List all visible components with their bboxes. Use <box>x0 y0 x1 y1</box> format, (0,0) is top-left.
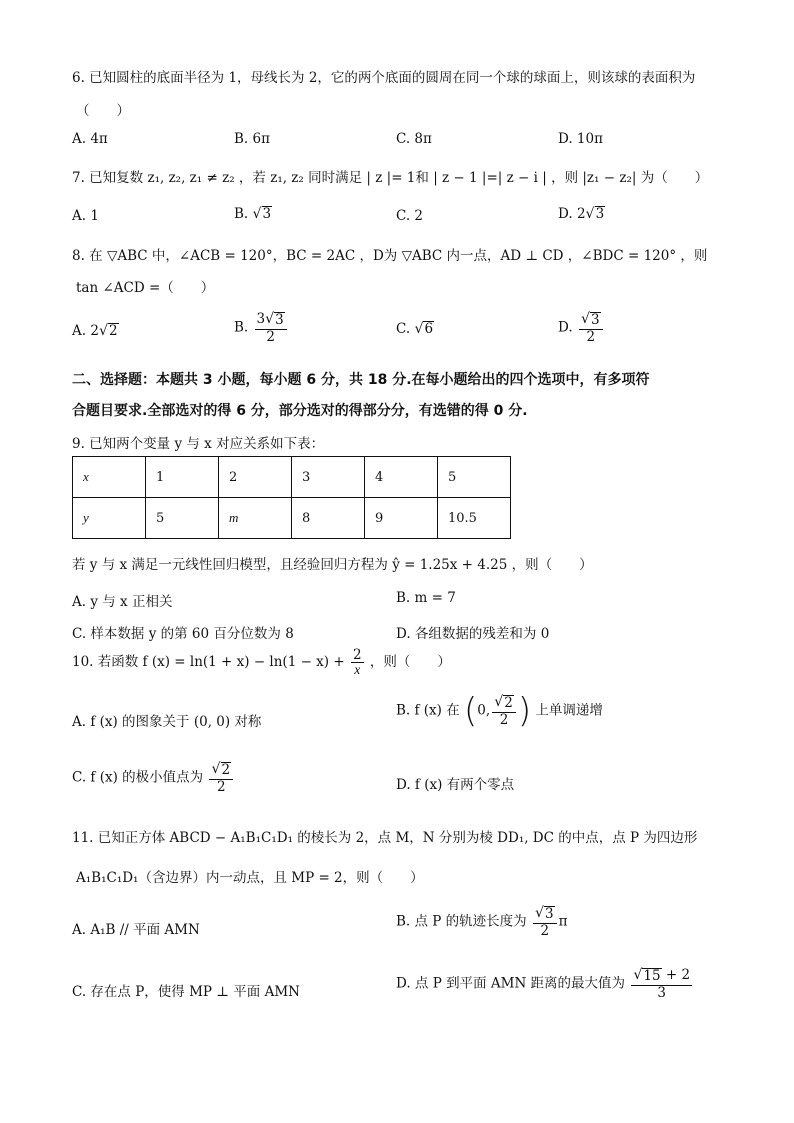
q6-paren: （ ） <box>76 103 130 119</box>
table-row <box>73 457 511 498</box>
fraction <box>351 648 364 677</box>
sqrt-symbol: √ 3 <box>265 311 284 328</box>
q8-stem-line1: 8. 在 ▽ABC 中，∠ACB = 120°，BC = 2AC ，D为 ▽ABC 内一点，AD ⊥ CD ，∠BDC = 120° ，则 <box>72 248 708 264</box>
q10-b-den: 2 <box>499 711 509 728</box>
q7-option-b <box>234 206 272 223</box>
q8-b-label: B. <box>234 319 249 336</box>
q8-b-coef: 3 <box>256 311 266 327</box>
table-cell: 5 <box>438 457 511 498</box>
sqrt-symbol: √ 15 <box>633 967 661 984</box>
q8-c-radicand: 6 <box>424 321 434 337</box>
q10-stem-pre: 10. 若函数 f (x) = ln(1 + x) − ln(1 − x) + <box>72 654 345 671</box>
table-cell: y <box>73 498 146 539</box>
q9-data-table <box>72 456 511 539</box>
q8-option-d <box>558 312 605 344</box>
q6-option-d: D. 10π <box>558 131 603 147</box>
q11-d-radicand: 15 <box>643 968 661 984</box>
q11-stem-line1: 11. 已知正方体 ABCD − A₁B₁C₁D₁ 的棱长为 2，点 M，N 分别为棱 DD₁, DC 的中点，点 P 为四边形 <box>72 830 698 846</box>
q11-option-a: A. A₁B // 平面 AMN <box>72 922 200 938</box>
section2-heading-line2: 合题目要求.全部选对的得 6 分，部分选对的得部分分，有选错的得 0 分. <box>72 403 528 419</box>
q10-c-pre: C. f (x) 的极小值点为 <box>72 769 204 786</box>
q7-b-radicand: 3 <box>262 206 272 222</box>
q9-stem: 9. 已知两个变量 y 与 x 对应关系如下表： <box>72 436 325 452</box>
q11-option-d <box>396 968 694 1000</box>
fraction <box>579 312 603 344</box>
table-cell: 3 <box>292 457 365 498</box>
q8-option-b <box>234 312 289 344</box>
table-cell: 9 <box>365 498 438 539</box>
q8-a-label: A. <box>72 323 87 339</box>
q8-option-c <box>396 321 434 338</box>
q10-c-den: 2 <box>216 778 226 795</box>
fraction <box>631 968 692 1000</box>
q7-option-a: A. 1 <box>72 208 99 224</box>
table-cell: 4 <box>365 457 438 498</box>
fraction <box>209 762 233 794</box>
fraction <box>533 906 557 938</box>
table-cell: m <box>219 498 292 539</box>
q10-option-a: A. f (x) 的图象关于 (0, 0) 对称 <box>72 714 262 730</box>
q10-c-radicand: 2 <box>221 762 231 778</box>
q8-a-radicand: 2 <box>108 323 118 339</box>
q9-option-c: C. 样本数据 y 的第 60 百分位数为 8 <box>72 626 294 642</box>
q11-d-num-tail: + 2 <box>665 967 691 983</box>
q8-b-denominator: 2 <box>266 328 275 345</box>
sqrt-symbol: √ 3 <box>580 311 600 328</box>
q11-b-den: 2 <box>540 922 550 939</box>
right-paren-icon: ) <box>517 691 532 731</box>
table-cell: 10.5 <box>438 498 511 539</box>
q6-option-b: B. 6π <box>234 131 270 147</box>
q10-b-radicand: 2 <box>504 695 513 712</box>
q8-d-label: D. <box>558 319 573 336</box>
sqrt-symbol: √ 2 <box>494 694 513 712</box>
sqrt-symbol: √ 6 <box>414 321 434 337</box>
q11-option-c: C. 存在点 P，使得 MP ⊥ 平面 AMN <box>72 984 300 1000</box>
q9-option-d: D. 各组数据的残差和为 0 <box>396 626 550 642</box>
q7-option-b-label: B. <box>234 206 249 222</box>
q10-stem <box>72 648 451 677</box>
q9-model: 若 y 与 x 满足一元线性回归模型，且经验回归方程为 ŷ = 1.25x + 4.25 ，则（ ） <box>72 557 593 573</box>
q10-frac-num: 2 <box>352 647 362 663</box>
sqrt-symbol: √ 2 <box>98 323 118 339</box>
q7-d-coef: 2 <box>576 206 586 222</box>
sqrt-symbol: √ 3 <box>585 206 605 222</box>
q10-stem-post: ，则（ ） <box>369 654 451 671</box>
q8-d-radicand: 3 <box>590 312 600 328</box>
q8-stem-line2: tan ∠ACD =（ ） <box>76 280 215 296</box>
q10-b-pre: B. f (x) 在 <box>396 702 460 719</box>
table-cell: x <box>73 457 146 498</box>
q8-d-denominator: 2 <box>586 328 596 345</box>
q9-option-a: A. y 与 x 正相关 <box>72 594 173 610</box>
sqrt-symbol: √ 2 <box>211 761 231 778</box>
table-cell: 8 <box>292 498 365 539</box>
q10-option-d: D. f (x) 有两个零点 <box>396 777 515 793</box>
section2-heading-line1: 二、选择题：本题共 3 小题，每小题 6 分，共 18 分.在每小题给出的四个选项中，有多项符 <box>72 372 650 388</box>
q7-option-c: C. 2 <box>396 208 424 224</box>
sqrt-symbol: √ 3 <box>252 206 272 222</box>
q11-b-post: π <box>558 913 568 930</box>
q7-d-radicand: 3 <box>595 206 605 222</box>
q8-a-coef: 2 <box>90 323 99 339</box>
q8-option-a <box>72 323 119 340</box>
q7-option-d <box>558 206 605 223</box>
q6-option-c: C. 8π <box>396 131 432 147</box>
q10-option-b <box>396 691 603 731</box>
table-cell: 1 <box>146 457 219 498</box>
q10-b-interval-left: 0, <box>477 702 491 719</box>
q11-d-pre: D. 点 P 到平面 AMN 距离的最大值为 <box>396 975 626 992</box>
q6-option-a: A. 4π <box>72 131 108 147</box>
sqrt-symbol: √ 3 <box>534 905 554 922</box>
q9-option-b: B. m = 7 <box>396 590 456 606</box>
fraction <box>255 312 287 344</box>
q7-option-d-label: D. <box>558 206 573 222</box>
q11-option-b <box>396 906 567 938</box>
q11-stem-line2: A₁B₁C₁D₁（含边界）内一动点，且 MP = 2，则（ ） <box>76 870 424 886</box>
q11-d-den: 3 <box>657 984 667 1001</box>
table-cell: 2 <box>219 457 292 498</box>
table-cell: 5 <box>146 498 219 539</box>
fraction <box>492 695 516 727</box>
left-paren-icon: ( <box>464 691 478 731</box>
q10-b-post: 上单调递增 <box>535 702 603 719</box>
table-row <box>73 498 511 539</box>
q11-b-radicand: 3 <box>545 906 554 922</box>
q8-b-radicand: 3 <box>275 312 284 328</box>
q10-option-c <box>72 762 235 794</box>
q10-frac-den: x <box>354 662 361 678</box>
q7-stem: 7. 已知复数 z₁, z₂, z₁ ≠ z₂ ，若 z₁, z₂ 同时满足 | z |= 1和 | z − 1 |=| z − i | ，则 |z₁ − z₂| 为（ ） <box>72 170 709 186</box>
q6-stem: 6. 已知圆柱的底面半径为 1，母线长为 2，它的两个底面的圆周在同一个球的球面上，则该球的表面积为 <box>72 70 696 86</box>
q11-b-pre: B. 点 P 的轨迹长度为 <box>396 913 527 930</box>
q8-c-label: C. <box>396 321 411 337</box>
